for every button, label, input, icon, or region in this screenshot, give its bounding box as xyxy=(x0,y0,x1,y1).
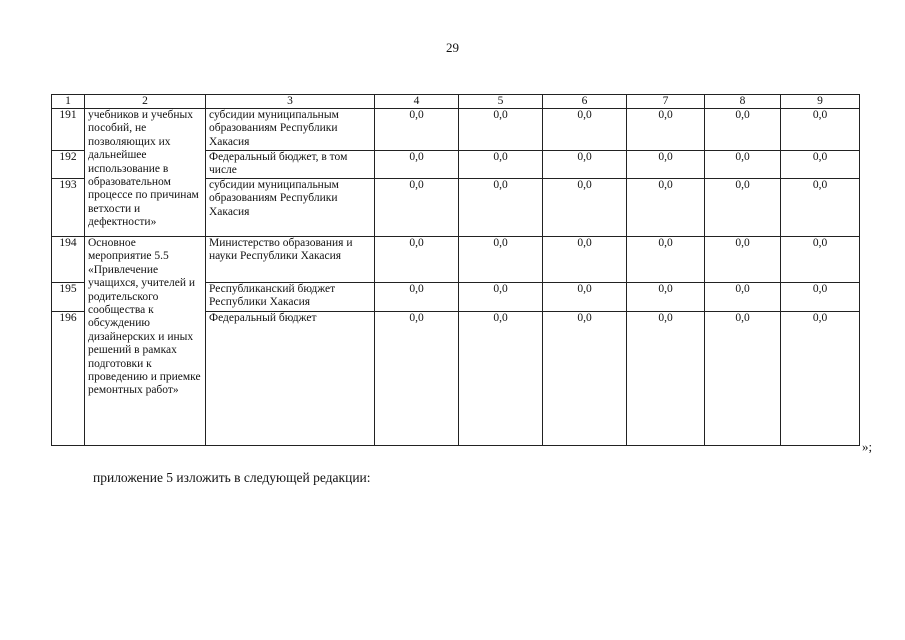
column-header: 1 xyxy=(52,95,85,109)
budget-table xyxy=(51,94,860,446)
value-cell: 0,0 xyxy=(781,312,860,446)
value-cell: 0,0 xyxy=(459,151,543,179)
page-number: 29 xyxy=(446,40,459,55)
value-cell: 0,0 xyxy=(781,109,860,151)
column-header: 3 xyxy=(206,95,375,109)
funding-source: Министерство образования и науки Республики Хакасия xyxy=(206,237,375,283)
value-cell: 0,0 xyxy=(705,283,781,312)
column-header: 5 xyxy=(459,95,543,109)
column-header: 8 xyxy=(705,95,781,109)
value-cell: 0,0 xyxy=(781,179,860,237)
funding-source: Федеральный бюджет, в том числе xyxy=(206,151,375,179)
value-cell: 0,0 xyxy=(705,312,781,446)
value-cell: 0,0 xyxy=(543,237,627,283)
column-header: 4 xyxy=(375,95,459,109)
column-header: 9 xyxy=(781,95,860,109)
value-cell: 0,0 xyxy=(543,109,627,151)
value-cell: 0,0 xyxy=(543,312,627,446)
value-cell: 0,0 xyxy=(459,179,543,237)
value-cell: 0,0 xyxy=(705,109,781,151)
value-cell: 0,0 xyxy=(627,179,705,237)
column-header: 7 xyxy=(627,95,705,109)
measure-description: учебников и учебных пособий, не позволяющих их дальнейшее использование в образовательном процессе по причинам ветхости и дефектности» xyxy=(85,109,206,237)
row-number: 196 xyxy=(52,312,85,446)
value-cell: 0,0 xyxy=(705,179,781,237)
table-row xyxy=(52,237,860,283)
row-number: 192 xyxy=(52,151,85,179)
closing-quote-mark: »; xyxy=(862,439,873,454)
table-row xyxy=(52,109,860,151)
value-cell: 0,0 xyxy=(459,312,543,446)
value-cell: 0,0 xyxy=(543,179,627,237)
measure-description: Основное мероприятие 5.5 «Привлечение учащихся, учителей и родительского сообщества к обсуждению дизайнерских и иных решений в рамках подготовки к проведению и приемке ремонтных работ» xyxy=(85,237,206,446)
row-number: 193 xyxy=(52,179,85,237)
following-paragraph: приложение 5 изложить в следующей редакции: xyxy=(93,470,371,485)
value-cell: 0,0 xyxy=(705,151,781,179)
value-cell: 0,0 xyxy=(705,237,781,283)
value-cell: 0,0 xyxy=(543,151,627,179)
value-cell: 0,0 xyxy=(375,109,459,151)
value-cell: 0,0 xyxy=(627,312,705,446)
value-cell: 0,0 xyxy=(627,283,705,312)
value-cell: 0,0 xyxy=(375,179,459,237)
row-number: 194 xyxy=(52,237,85,283)
value-cell: 0,0 xyxy=(375,312,459,446)
value-cell: 0,0 xyxy=(781,151,860,179)
value-cell: 0,0 xyxy=(375,151,459,179)
value-cell: 0,0 xyxy=(781,283,860,312)
funding-source: субсидии муниципальным образованиям Республики Хакасия xyxy=(206,179,375,237)
value-cell: 0,0 xyxy=(627,109,705,151)
funding-source: Федеральный бюджет xyxy=(206,312,375,446)
value-cell: 0,0 xyxy=(627,151,705,179)
value-cell: 0,0 xyxy=(459,283,543,312)
value-cell: 0,0 xyxy=(627,237,705,283)
value-cell: 0,0 xyxy=(375,283,459,312)
row-number: 191 xyxy=(52,109,85,151)
value-cell: 0,0 xyxy=(459,109,543,151)
row-number: 195 xyxy=(52,283,85,312)
column-header: 6 xyxy=(543,95,627,109)
value-cell: 0,0 xyxy=(543,283,627,312)
column-header: 2 xyxy=(85,95,206,109)
column-number-row xyxy=(52,95,860,109)
value-cell: 0,0 xyxy=(781,237,860,283)
value-cell: 0,0 xyxy=(459,237,543,283)
funding-source: субсидии муниципальным образованиям Республики Хакасия xyxy=(206,109,375,151)
value-cell: 0,0 xyxy=(375,237,459,283)
funding-source: Республиканский бюджет Республики Хакасия xyxy=(206,283,375,312)
